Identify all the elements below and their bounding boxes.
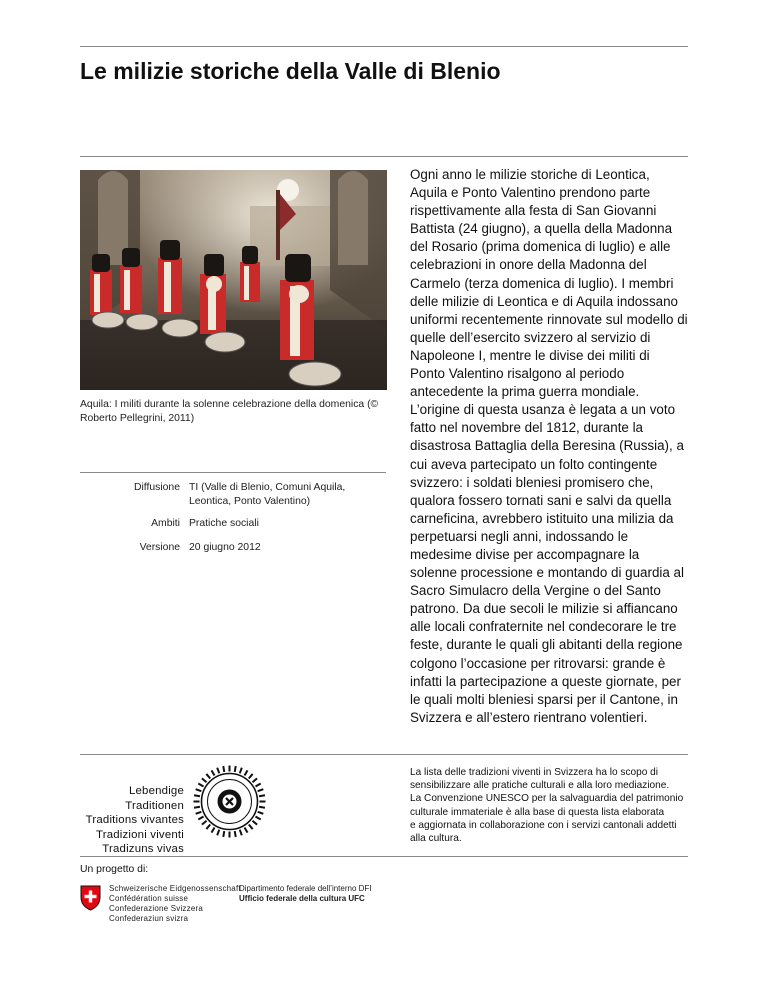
tradition-name-it: Tradizioni viventi — [95, 828, 184, 841]
office-name: Ufficio federale della cultura UFC — [239, 894, 365, 903]
footer-line: La lista delle tradizioni viventi in Svizzera ha lo scopo di — [410, 767, 658, 778]
confederation-rm: Confederaziun svizra — [109, 914, 189, 923]
top-rule — [80, 46, 688, 47]
footer-bottom-rule — [80, 856, 688, 857]
tradition-name-rm: Tradizuns vivas — [102, 843, 184, 855]
seal-tick — [223, 831, 224, 837]
seal-tick — [258, 812, 264, 814]
seal-tick — [194, 795, 200, 796]
seal-tick — [202, 821, 207, 825]
confederation-names — [109, 884, 241, 924]
department-block — [239, 884, 372, 904]
seal-tick — [217, 768, 219, 774]
footer-line: sensibilizzare alle pratiche culturali e alla loro mediazione. — [410, 780, 670, 792]
seal-tick — [198, 784, 203, 787]
footer-line: culturale immateriale è alla base di questa lista elaborata — [410, 806, 665, 818]
confederation-fr: Confédération suisse — [109, 894, 189, 903]
meta-value: 20 giugno 2012 — [189, 542, 261, 553]
seal-tick — [259, 807, 265, 808]
footer-line: alla cultura. — [410, 833, 462, 845]
seal-tick — [252, 778, 257, 782]
seal-tick — [206, 774, 210, 779]
seal-tick — [223, 766, 224, 772]
page-title: Le milizie storiche della Valle di Blenio — [80, 58, 501, 84]
seal-tick — [196, 789, 202, 791]
confederation-de: Schweizerische Eidgenossenschaft — [109, 884, 241, 893]
seal-tick — [245, 827, 248, 832]
department-name: Dipartimento federale dell’interno DFI — [239, 884, 372, 893]
seal-tick — [258, 789, 264, 791]
main-text: Ogni anno le milizie storiche di Leontica, Aquila e Ponto Valentino prendono parte rispettivamente alla festa di San Giovanni Battista (24 giugno), a quella della Madonna del Rosario (prima domenica di luglio) e alle celebrazioni in onore della Madonna del Carmelo (terza domenica di luglio). I membri delle milizie di Leontica e di Aquila indossano uniformi recentemente rinnovate sul modello di quelle dell’esercito svizzero al servizio di Napoleone I, mentre le divise dei militi di Ponto Valentino risalgono al periodo antecedente la prima guerra mondiale. L’origine di questa usanza è legata a un voto fatto nel novembre del 1812, durante la disastrosa Battaglia della Beresina (Russia), a cui aveva partecipato un folto contingente svizzero: i soldati bleniesi promisero che, qualora fossero tornati sani e salvi da quella carneficina, avrebbero istituito una milizia da perpetuarsi negli anni, indossando le medesime divise per accompagnare la solenne processione e montando di guardia al Sacro Simulacro della Vergine o del Santo patrono. Da due secoli le milizie si affiancano alle locali confraternite nel condecorare le tre feste, durante le quali gli abitanti della regione colgono l’occasione per ritrovarsi: grande è infatti la partecipazione a queste giornate, per le quali molti bleniesi sparsi per il Cantone, in Svizzera e all’estero rientrano volentieri. — [410, 167, 688, 725]
meta-key: Ambiti — [151, 518, 180, 529]
confederation-it: Confederazione Svizzera — [109, 904, 203, 913]
footer-top-rule — [80, 754, 688, 755]
footer-description — [410, 766, 700, 845]
progetto-label: Un progetto di: — [80, 864, 149, 875]
title-bottom-rule — [80, 156, 688, 157]
footer-line: e aggiornata in collaborazione con i servizi cantonali addetti — [410, 819, 677, 831]
seal-tick — [255, 817, 260, 820]
seal-tick — [217, 830, 219, 836]
seal-tick — [235, 831, 236, 837]
photo-milizie — [80, 170, 387, 390]
seal-tick — [212, 827, 215, 832]
seal-tick — [198, 817, 203, 820]
meta-top-rule — [80, 472, 386, 473]
seal-tick — [249, 824, 253, 829]
seal-tick — [206, 824, 210, 829]
seal-tick — [202, 778, 207, 782]
seal-tick — [240, 768, 242, 774]
meta-key: Diffusione — [133, 482, 180, 493]
seal-tick — [255, 784, 260, 787]
seal-tick — [194, 807, 200, 808]
seal-tick — [252, 821, 257, 825]
seal-tick — [240, 830, 242, 836]
swiss-shield-icon — [80, 885, 101, 911]
seal-tick — [259, 795, 265, 796]
tradition-name-de: Lebendige Traditionen — [125, 785, 184, 812]
meta-value: TI (Valle di Blenio, Comuni Aquila, Leontica, Ponto Valentino) — [189, 482, 346, 507]
meta-key: Versione — [139, 542, 180, 553]
seal-tick — [245, 770, 248, 775]
photo-caption: Aquila: I militi durante la solenne celebrazione della domenica (© Roberto Pellegrini, 2011) — [80, 399, 379, 424]
footer-line: La Convenzione UNESCO per la salvaguardia del patrimonio — [410, 793, 684, 805]
seal-tick — [196, 812, 202, 814]
tradizioni-viventi-seal-icon — [192, 764, 267, 839]
tradition-name-fr: Traditions vivantes — [85, 814, 184, 826]
seal-tick — [235, 766, 236, 772]
meta-value: Pratiche sociali — [189, 518, 259, 529]
seal-tick — [212, 770, 215, 775]
seal-tick — [249, 774, 253, 779]
tradizioni-viventi-wordmark — [80, 784, 184, 857]
